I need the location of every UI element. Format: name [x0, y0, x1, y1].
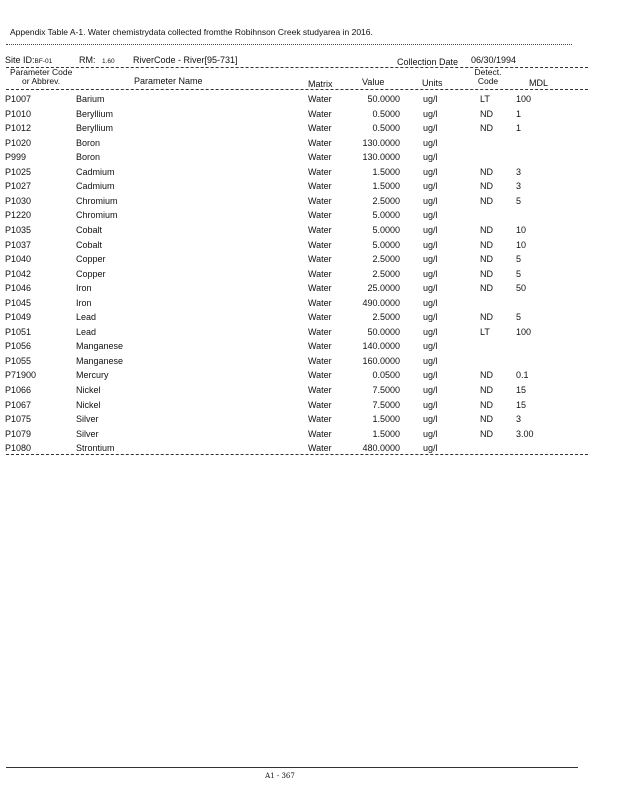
cell-param-code: P1010 [5, 108, 32, 119]
cell-param-name: Manganese [76, 355, 124, 366]
page-number: A1 - 367 [265, 772, 295, 780]
table-row [0, 209, 618, 224]
cell-detect-code: ND [480, 399, 493, 410]
cell-param-code: P1067 [5, 399, 32, 410]
cell-matrix: Water [308, 283, 332, 294]
cell-matrix: Water [308, 370, 332, 381]
cell-units: ug/l [423, 254, 438, 265]
cell-matrix: Water [308, 166, 332, 177]
cell-units: ug/l [423, 195, 438, 206]
cell-units: ug/l [423, 283, 438, 294]
cell-param-code: P1040 [5, 254, 32, 265]
cell-value: 0.5000 [372, 108, 400, 119]
cell-matrix: Water [308, 181, 332, 192]
cell-param-name: Silver [76, 414, 99, 425]
cell-value: 2.5000 [372, 254, 400, 265]
cell-param-name: Beryllium [76, 108, 114, 119]
title-divider [6, 44, 572, 45]
cell-detect-code: ND [480, 385, 493, 395]
cell-mdl: 1 [516, 108, 522, 119]
cell-param-code: P1007 [5, 94, 32, 104]
cell-units: ug/l [423, 123, 438, 134]
cell-param-name: Lead [76, 312, 97, 323]
cell-units: ug/l [423, 268, 438, 279]
cell-matrix: Water [308, 239, 332, 250]
cell-param-name: Iron [76, 297, 92, 308]
cell-detect-code: ND [480, 239, 493, 250]
cell-matrix: Water [308, 268, 332, 279]
table-row [0, 355, 618, 370]
table-row [0, 122, 618, 137]
cell-matrix: Water [308, 297, 332, 308]
cell-detect-code: ND [480, 268, 493, 279]
cell-units: ug/l [423, 181, 438, 192]
cell-param-code: P999 [5, 152, 27, 163]
cell-value: 1.5000 [372, 181, 400, 192]
cell-value: 5.0000 [372, 239, 400, 250]
cell-units: ug/l [423, 385, 438, 395]
table-row [0, 108, 618, 123]
cell-param-name: Cobalt [76, 239, 103, 250]
cell-matrix: Water [308, 123, 332, 134]
cell-value: 1.5000 [372, 428, 400, 439]
site-id-label: Site ID: [5, 55, 35, 65]
cell-mdl: 3 [516, 166, 522, 177]
cell-mdl: 5 [516, 195, 522, 206]
cell-value: 490.0000 [362, 297, 400, 308]
cell-param-name: Strontium [76, 443, 115, 454]
cell-units: ug/l [423, 224, 438, 235]
cell-param-name: Nickel [76, 385, 101, 395]
cell-detect-code: ND [480, 283, 493, 294]
cell-param-name: Nickel [76, 399, 101, 410]
cell-detect-code: ND [480, 370, 493, 381]
cell-units: ug/l [423, 108, 438, 119]
col-header-units: Units [422, 78, 443, 88]
cell-param-name: Chromium [76, 210, 118, 221]
cell-detect-code: ND [480, 123, 493, 134]
cell-param-code: P1012 [5, 123, 32, 134]
cell-param-code: P1027 [5, 181, 32, 192]
cell-param-code: P1046 [5, 283, 32, 294]
table-row [0, 413, 618, 428]
cell-units: ug/l [423, 297, 438, 308]
cell-param-name: Boron [76, 152, 101, 163]
table-row [0, 93, 618, 108]
cell-param-code: P1035 [5, 224, 32, 235]
cell-value: 0.5000 [372, 123, 400, 134]
cell-units: ug/l [423, 326, 438, 337]
table-title: Appendix Table A-1. Water chemistrydata collected fromthe Robihnson Creek studyarea in 2016. [10, 27, 373, 37]
cell-param-name: Manganese [76, 341, 124, 352]
cell-units: ug/l [423, 137, 438, 148]
cell-matrix: Water [308, 152, 332, 163]
cell-mdl: 5 [516, 312, 522, 323]
cell-mdl: 3.00 [516, 428, 534, 439]
table-row [0, 166, 618, 181]
cell-param-code: P1020 [5, 137, 32, 148]
cell-value: 140.0000 [362, 341, 400, 352]
cell-value: 7.5000 [372, 399, 400, 410]
cell-matrix: Water [308, 385, 332, 395]
cell-value: 130.0000 [362, 137, 400, 148]
cell-matrix: Water [308, 312, 332, 323]
cell-matrix: Water [308, 94, 332, 104]
collection-date-value: 06/30/1994 [471, 55, 517, 65]
cell-units: ug/l [423, 210, 438, 221]
cell-param-code: P1079 [5, 428, 32, 439]
cell-param-name: Beryllium [76, 123, 114, 134]
cell-param-name: Lead [76, 326, 97, 337]
cell-units: ug/l [423, 370, 438, 381]
col-header-detect [473, 68, 503, 86]
cell-value: 2.5000 [372, 312, 400, 323]
cell-param-name: Iron [76, 283, 92, 294]
cell-value: 160.0000 [362, 355, 400, 366]
river-code: RiverCode - River[95-731] [133, 55, 238, 65]
table-row [0, 326, 618, 341]
cell-param-code: P1051 [5, 326, 32, 337]
col-header-value: Value [362, 77, 385, 87]
cell-value: 5.0000 [372, 210, 400, 221]
cell-matrix: Water [308, 108, 332, 119]
col-header-code-line2: or Abbrev. [22, 76, 61, 86]
col-header-detect-line2: Code [477, 76, 499, 86]
table-row [0, 311, 618, 326]
header-bottom-rule [6, 89, 588, 90]
cell-param-code: P71900 [5, 370, 37, 381]
cell-param-code: P1080 [5, 443, 32, 454]
cell-value: 25.0000 [367, 283, 400, 294]
cell-param-code: P1075 [5, 414, 32, 425]
table-row [0, 180, 618, 195]
cell-param-name: Boron [76, 137, 101, 148]
cell-mdl: 100 [516, 94, 532, 104]
cell-detect-code: ND [480, 181, 493, 192]
cell-param-name: Cadmium [76, 166, 115, 177]
cell-units: ug/l [423, 399, 438, 410]
cell-units: ug/l [423, 355, 438, 366]
table-row [0, 297, 618, 312]
river-mile [79, 55, 115, 65]
cell-matrix: Water [308, 224, 332, 235]
table-row [0, 428, 618, 443]
cell-value: 1.5000 [372, 166, 400, 177]
cell-detect-code: ND [480, 428, 493, 439]
cell-value: 5.0000 [372, 224, 400, 235]
cell-mdl: 1 [516, 123, 522, 134]
col-header-mdl: MDL [529, 78, 549, 88]
cell-value: 480.0000 [362, 443, 400, 454]
cell-units: ug/l [423, 341, 438, 352]
cell-units: ug/l [423, 239, 438, 250]
cell-detect-code: ND [480, 195, 493, 206]
table-row [0, 399, 618, 414]
cell-units: ug/l [423, 414, 438, 425]
col-header-name: Parameter Name [134, 76, 203, 86]
cell-value: 2.5000 [372, 195, 400, 206]
cell-detect-code: ND [480, 312, 493, 323]
table-row [0, 268, 618, 283]
cell-mdl: 5 [516, 254, 522, 265]
table-row [0, 137, 618, 152]
river-mile-label: RM: [79, 55, 96, 65]
cell-matrix: Water [308, 210, 332, 221]
cell-value: 0.0500 [372, 370, 400, 381]
col-header-detect-line1: Detect. [474, 67, 502, 77]
cell-param-code: P1066 [5, 385, 32, 395]
cell-detect-code: ND [480, 166, 493, 177]
cell-mdl: 10 [516, 239, 527, 250]
cell-value: 50.0000 [367, 94, 400, 104]
cell-matrix: Water [308, 399, 332, 410]
table-row [0, 224, 618, 239]
cell-param-code: P1030 [5, 195, 32, 206]
cell-param-name: Chromium [76, 195, 118, 206]
cell-param-code: P1049 [5, 312, 32, 323]
cell-param-code: P1056 [5, 341, 32, 352]
cell-units: ug/l [423, 152, 438, 163]
site-id-value: BF-01 [34, 58, 53, 65]
cell-value: 1.5000 [372, 414, 400, 425]
collection-date-label: Collection Date [397, 57, 459, 67]
cell-param-name: Copper [76, 254, 106, 265]
col-header-matrix: Matrix [308, 79, 333, 89]
cell-detect-code: ND [480, 108, 493, 119]
cell-mdl: 0.1 [516, 370, 529, 381]
cell-mdl: 10 [516, 224, 527, 235]
table-row [0, 340, 618, 355]
cell-param-code: P1220 [5, 210, 32, 221]
cell-param-name: Silver [76, 428, 99, 439]
cell-param-code: P1025 [5, 166, 32, 177]
table-row [0, 151, 618, 166]
cell-matrix: Water [308, 137, 332, 148]
cell-param-name: Cadmium [76, 181, 115, 192]
river-mile-value: 1.60 [102, 58, 115, 65]
table-row [0, 282, 618, 297]
col-header-code-line1: Parameter Code [10, 67, 73, 77]
cell-mdl: 3 [516, 414, 522, 425]
cell-value: 50.0000 [367, 326, 400, 337]
cell-param-code: P1045 [5, 297, 32, 308]
cell-detect-code: ND [480, 414, 493, 425]
cell-detect-code: LT [480, 326, 490, 337]
cell-param-code: P1055 [5, 355, 32, 366]
table-row [0, 253, 618, 268]
table-bottom-rule [6, 454, 588, 455]
cell-mdl: 100 [516, 326, 532, 337]
cell-param-name: Cobalt [76, 224, 103, 235]
cell-units: ug/l [423, 312, 438, 323]
cell-matrix: Water [308, 341, 332, 352]
col-header-code [10, 68, 72, 86]
cell-units: ug/l [423, 428, 438, 439]
cell-matrix: Water [308, 195, 332, 206]
cell-units: ug/l [423, 94, 438, 104]
cell-detect-code: ND [480, 254, 493, 265]
cell-matrix: Water [308, 254, 332, 265]
cell-matrix: Water [308, 443, 332, 454]
cell-value: 7.5000 [372, 385, 400, 395]
cell-param-name: Copper [76, 268, 106, 279]
cell-matrix: Water [308, 355, 332, 366]
cell-mdl: 3 [516, 181, 522, 192]
cell-mdl: 50 [516, 283, 527, 294]
cell-value: 130.0000 [362, 152, 400, 163]
table-row [0, 195, 618, 210]
table-row [0, 239, 618, 254]
cell-value: 2.5000 [372, 268, 400, 279]
cell-param-name: Mercury [76, 370, 109, 381]
table-row [0, 384, 618, 399]
footer-rule [6, 767, 578, 768]
cell-matrix: Water [308, 326, 332, 337]
cell-mdl: 15 [516, 399, 527, 410]
cell-param-code: P1042 [5, 268, 32, 279]
cell-param-code: P1037 [5, 239, 32, 250]
cell-mdl: 15 [516, 385, 527, 395]
cell-detect-code: ND [480, 224, 493, 235]
cell-mdl: 5 [516, 268, 522, 279]
cell-detect-code: LT [480, 94, 490, 104]
table-row [0, 369, 618, 384]
site-id [5, 55, 52, 65]
cell-matrix: Water [308, 428, 332, 439]
cell-matrix: Water [308, 414, 332, 425]
cell-param-name: Barium [76, 94, 105, 104]
cell-units: ug/l [423, 443, 438, 454]
cell-units: ug/l [423, 166, 438, 177]
